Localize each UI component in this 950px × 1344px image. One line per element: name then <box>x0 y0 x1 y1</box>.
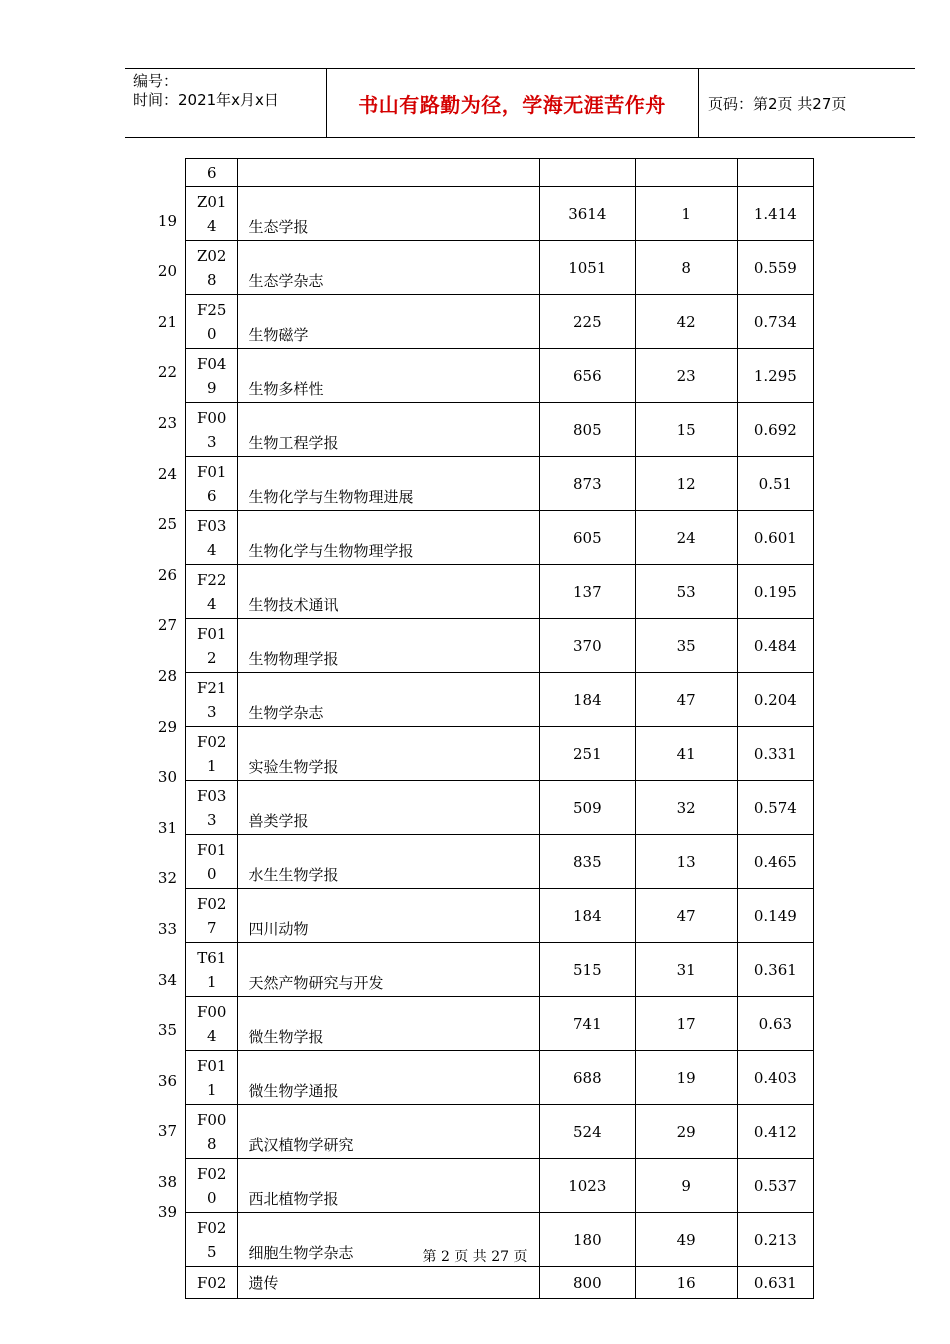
impact-value: 0.537 <box>737 1159 813 1213</box>
row-number: 28 <box>157 666 177 685</box>
row-number: 21 <box>157 312 177 331</box>
impact-value: 0.403 <box>737 1051 813 1105</box>
journal-name: 水生生物学报 <box>238 835 540 889</box>
journal-code: F02 7 <box>186 889 238 943</box>
citation-count: 1051 <box>539 241 635 295</box>
row-number: 29 <box>157 717 177 736</box>
journal-name: 生物化学与生物物理学报 <box>238 511 540 565</box>
table-row <box>186 943 814 997</box>
header-motto: 书山有路勤为径，学海无涯苦作舟 <box>358 92 666 117</box>
table-row <box>186 295 814 349</box>
rank-value: 35 <box>635 619 737 673</box>
rank-value: 19 <box>635 1051 737 1105</box>
row-number: 37 <box>157 1122 177 1141</box>
rank-value: 47 <box>635 889 737 943</box>
journal-code: F02 1 <box>186 727 238 781</box>
serial-label: 编号： <box>133 72 179 90</box>
journal-code: Z02 8 <box>186 241 238 295</box>
citation-count: 605 <box>539 511 635 565</box>
row-number: 36 <box>157 1071 177 1090</box>
table-row <box>186 619 814 673</box>
journal-code: F02 0 <box>186 1159 238 1213</box>
row-number: 39 <box>157 1202 177 1221</box>
journal-name: 四川动物 <box>238 889 540 943</box>
table-row <box>186 457 814 511</box>
row-number: 33 <box>157 919 177 938</box>
journal-name: 微生物学通报 <box>238 1051 540 1105</box>
journal-name: 生物多样性 <box>238 349 540 403</box>
impact-value: 0.149 <box>737 889 813 943</box>
journal-code: F25 0 <box>186 295 238 349</box>
header-divider <box>698 69 699 137</box>
journal-code: F01 6 <box>186 457 238 511</box>
citation-count: 835 <box>539 835 635 889</box>
impact-value: 0.63 <box>737 997 813 1051</box>
header-meta <box>133 72 279 110</box>
row-number: 25 <box>157 515 177 534</box>
rank-value: 32 <box>635 781 737 835</box>
impact-value: 0.51 <box>737 457 813 511</box>
table-row <box>186 187 814 241</box>
rank-value: 31 <box>635 943 737 997</box>
impact-value: 0.692 <box>737 403 813 457</box>
impact-value: 0.331 <box>737 727 813 781</box>
journal-name: 生物磁学 <box>238 295 540 349</box>
row-number-column <box>140 158 185 1227</box>
journal-table <box>185 158 814 1299</box>
journal-name: 遗传 <box>238 1267 540 1299</box>
journal-code: F21 3 <box>186 673 238 727</box>
table-row <box>186 1267 814 1299</box>
rank-value: 13 <box>635 835 737 889</box>
page-header <box>125 68 915 138</box>
journal-name: 武汉植物学研究 <box>238 1105 540 1159</box>
journal-code: F00 3 <box>186 403 238 457</box>
citation-count: 370 <box>539 619 635 673</box>
rank-value: 8 <box>635 241 737 295</box>
journal-name: 生物学杂志 <box>238 673 540 727</box>
rank-value: 23 <box>635 349 737 403</box>
citation-count: 184 <box>539 889 635 943</box>
journal-name: 西北植物学报 <box>238 1159 540 1213</box>
rank-value: 53 <box>635 565 737 619</box>
rank-value: 49 <box>635 1213 737 1267</box>
journal-code: F03 4 <box>186 511 238 565</box>
citation-count <box>539 159 635 187</box>
citation-count: 184 <box>539 673 635 727</box>
journal-code: T61 1 <box>186 943 238 997</box>
impact-value: 0.484 <box>737 619 813 673</box>
table-row <box>186 673 814 727</box>
impact-value: 0.734 <box>737 295 813 349</box>
row-number: 20 <box>157 262 177 281</box>
row-number: 30 <box>157 768 177 787</box>
rank-value: 17 <box>635 997 737 1051</box>
row-number: 32 <box>157 869 177 888</box>
journal-code: F02 5 <box>186 1213 238 1267</box>
citation-count: 656 <box>539 349 635 403</box>
row-number: 35 <box>157 1021 177 1040</box>
impact-value: 0.204 <box>737 673 813 727</box>
citation-count: 180 <box>539 1213 635 1267</box>
impact-value: 0.465 <box>737 835 813 889</box>
table-row <box>186 835 814 889</box>
table-row <box>186 241 814 295</box>
journal-name: 微生物学报 <box>238 997 540 1051</box>
journal-name: 生态学报 <box>238 187 540 241</box>
row-number: 22 <box>157 363 177 382</box>
impact-value: 0.574 <box>737 781 813 835</box>
row-number: 23 <box>157 413 177 432</box>
journal-code: F00 8 <box>186 1105 238 1159</box>
journal-code: F04 9 <box>186 349 238 403</box>
citation-count: 524 <box>539 1105 635 1159</box>
rank-value: 41 <box>635 727 737 781</box>
rank-value: 29 <box>635 1105 737 1159</box>
impact-value: 0.213 <box>737 1213 813 1267</box>
journal-code: F00 4 <box>186 997 238 1051</box>
rank-value: 15 <box>635 403 737 457</box>
rank-value: 47 <box>635 673 737 727</box>
impact-value: 0.559 <box>737 241 813 295</box>
table-row <box>186 403 814 457</box>
table-row <box>186 1159 814 1213</box>
journal-name: 生态学杂志 <box>238 241 540 295</box>
rank-value: 42 <box>635 295 737 349</box>
journal-name: 细胞生物学杂志 <box>238 1213 540 1267</box>
impact-value: 0.601 <box>737 511 813 565</box>
journal-code: F01 1 <box>186 1051 238 1105</box>
citation-count: 688 <box>539 1051 635 1105</box>
table-row <box>186 1105 814 1159</box>
table-row <box>186 511 814 565</box>
citation-count: 137 <box>539 565 635 619</box>
table-row <box>186 889 814 943</box>
table-row <box>186 159 814 187</box>
journal-name <box>238 159 540 187</box>
table-row <box>186 1051 814 1105</box>
impact-value: 0.195 <box>737 565 813 619</box>
rank-value: 1 <box>635 187 737 241</box>
row-number: 38 <box>157 1172 177 1191</box>
table-row <box>186 997 814 1051</box>
time-label: 时间：2021年x月x日 <box>133 91 279 109</box>
impact-value: 0.361 <box>737 943 813 997</box>
journal-name: 兽类学报 <box>238 781 540 835</box>
journal-name: 实验生物学报 <box>238 727 540 781</box>
journal-code: Z01 4 <box>186 187 238 241</box>
journal-name: 天然产物研究与开发 <box>238 943 540 997</box>
table-row <box>186 727 814 781</box>
page-footer: 第 2 页 共 27 页 <box>422 1249 528 1265</box>
rank-value: 12 <box>635 457 737 511</box>
citation-count: 251 <box>539 727 635 781</box>
citation-count: 873 <box>539 457 635 511</box>
journal-code: F03 3 <box>186 781 238 835</box>
journal-code: F22 4 <box>186 565 238 619</box>
journal-name: 生物物理学报 <box>238 619 540 673</box>
citation-count: 515 <box>539 943 635 997</box>
impact-value <box>737 159 813 187</box>
row-number: 24 <box>157 464 177 483</box>
citation-count: 800 <box>539 1267 635 1299</box>
citation-count: 741 <box>539 997 635 1051</box>
rank-value: 24 <box>635 511 737 565</box>
impact-value: 1.414 <box>737 187 813 241</box>
journal-code: F01 2 <box>186 619 238 673</box>
citation-count: 805 <box>539 403 635 457</box>
row-number <box>140 158 185 183</box>
row-number: 19 <box>157 211 177 230</box>
rank-value: 16 <box>635 1267 737 1299</box>
table-row <box>186 565 814 619</box>
impact-value: 1.295 <box>737 349 813 403</box>
citation-count: 509 <box>539 781 635 835</box>
row-number: 27 <box>157 616 177 635</box>
table-row <box>186 781 814 835</box>
journal-code: 6 <box>186 159 238 187</box>
citation-count: 1023 <box>539 1159 635 1213</box>
journal-name: 生物技术通讯 <box>238 565 540 619</box>
journal-code: F02 <box>186 1267 238 1299</box>
rank-value: 9 <box>635 1159 737 1213</box>
citation-count: 225 <box>539 295 635 349</box>
rank-value <box>635 159 737 187</box>
header-page-info: 页码：第2页 共27页 <box>708 94 847 113</box>
citation-count: 3614 <box>539 187 635 241</box>
table-row <box>186 349 814 403</box>
row-number: 26 <box>157 565 177 584</box>
impact-value: 0.631 <box>737 1267 813 1299</box>
journal-name: 生物化学与生物物理进展 <box>238 457 540 511</box>
journal-code: F01 0 <box>186 835 238 889</box>
impact-value: 0.412 <box>737 1105 813 1159</box>
journal-name: 生物工程学报 <box>238 403 540 457</box>
row-number: 34 <box>157 970 177 989</box>
row-number: 31 <box>157 818 177 837</box>
